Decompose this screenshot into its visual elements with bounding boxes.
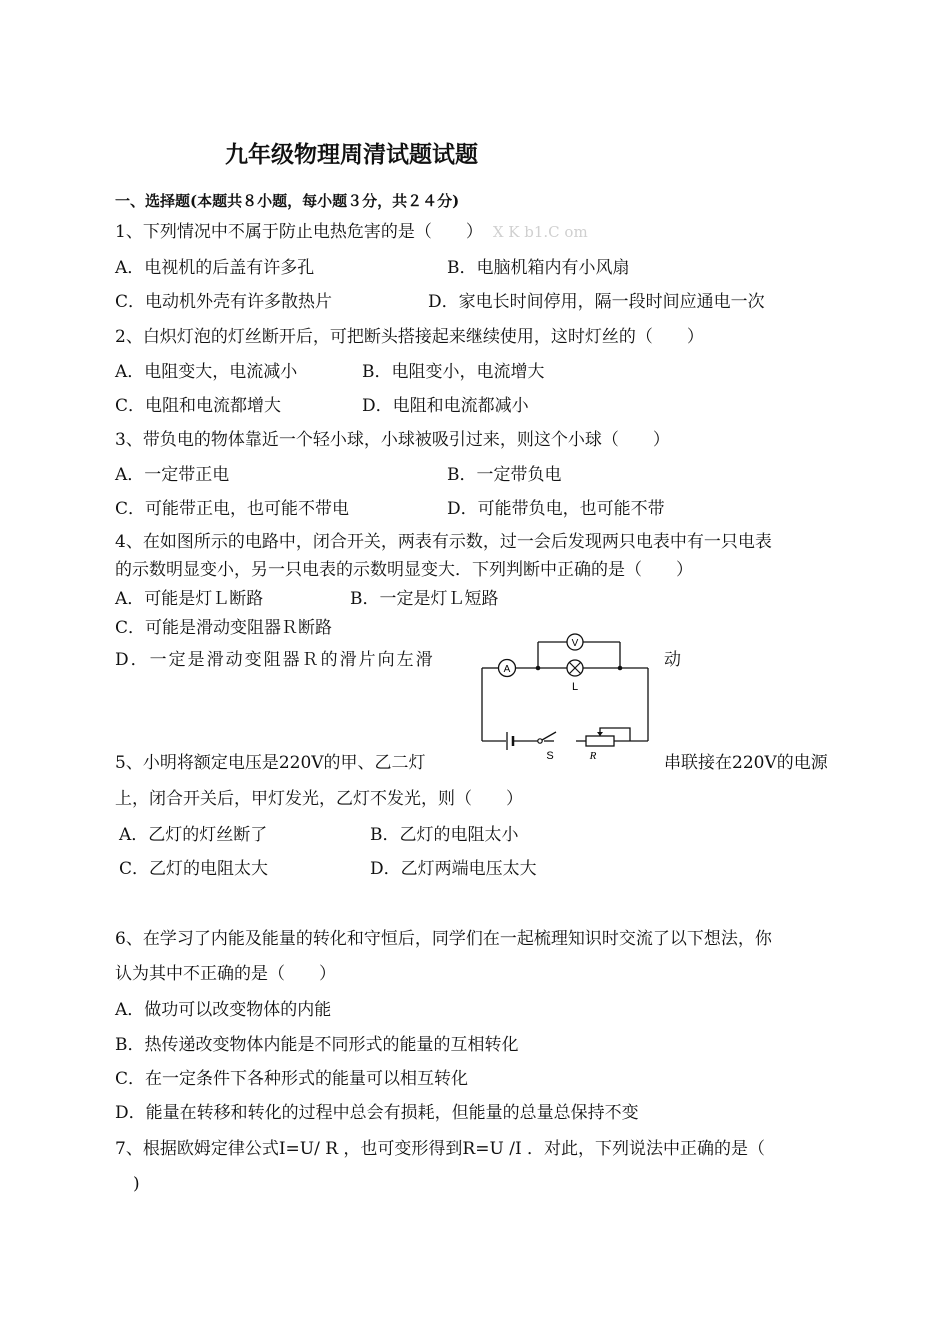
question-5-option-d: D．乙灯两端电压太大 (370, 859, 537, 879)
question-6-option-a: A．做功可以改变物体的内能 (115, 1000, 332, 1020)
page-title: 九年级物理周清试题试题 (225, 141, 478, 168)
question-4-stem-line-2: 的示数明显变小，另一只电表的示数明显变大．下列判断中正确的是（ ） (115, 560, 693, 580)
question-1-option-a: A．电视机的后盖有许多孔 (115, 258, 315, 278)
question-7-stem-end: ) (133, 1174, 140, 1194)
question-5-stem-right: 串联接在220V的电源 (664, 753, 828, 773)
rheostat-icon (586, 732, 614, 746)
question-3-option-c: C．可能带正电，也可能不带电 (115, 499, 350, 519)
question-6-option-c: C．在一定条件下各种形式的能量可以相互转化 (115, 1069, 469, 1089)
question-2-option-b: B．电阻变小，电流增大 (362, 362, 545, 382)
question-6-stem-line-1: 6、在学习了内能及能量的转化和守恒后，同学们在一起梳理知识时交流了以下想法，你 (115, 929, 772, 949)
question-2-option-a: A．电阻变大，电流减小 (115, 362, 298, 382)
question-1-stem: 1、下列情况中不属于防止电热危害的是（ ） X K b1.C om (115, 222, 588, 242)
question-2-option-d: D．电阻和电流都减小 (362, 396, 529, 416)
svg-text:V: V (571, 638, 579, 649)
question-4-stem-line-1: 4、在如图所示的电路中，闭合开关，两表有示数，过一会后发现两只电表中有一只电表 (115, 532, 772, 552)
svg-text:A: A (503, 664, 511, 675)
switch-label: S (546, 750, 554, 762)
question-4-option-b: B．一定是灯Ｌ短路 (350, 589, 499, 609)
question-5-stem-line-2: 上，闭合开关后，甲灯发光，乙灯不发光，则（ ） (115, 789, 523, 809)
question-6-option-b: B．热传递改变物体内能是不同形式的能量的互相转化 (115, 1035, 519, 1055)
question-4-option-c: C．可能是滑动变阻器Ｒ断路 (115, 618, 333, 638)
question-5-option-b: B．乙灯的电阻太小 (370, 825, 519, 845)
battery-icon (507, 732, 513, 750)
question-3-option-d: D．可能带负电，也可能不带 (447, 499, 665, 519)
lamp-icon (567, 660, 583, 676)
lamp-label: L (571, 681, 579, 693)
question-1-option-b: B．电脑机箱内有小风扇 (447, 258, 630, 278)
question-4-option-d: D．一定是滑动变阻器Ｒ的滑片向左滑 (115, 650, 435, 670)
question-4-option-a: A．可能是灯Ｌ断路 (115, 589, 264, 609)
ammeter-icon (499, 660, 516, 677)
question-6-stem-line-2: 认为其中不正确的是（ ） (115, 964, 336, 984)
rheostat-label: R (589, 750, 597, 762)
question-1-option-d: D．家电长时间停用，隔一段时间应通电一次 (428, 292, 765, 312)
question-4-option-d-end: 动 (664, 650, 681, 670)
watermark: X K b1.C om (492, 223, 588, 241)
junction-dot (618, 666, 623, 671)
section-heading: 一、选择题(本题共８小题，每小题３分，共２４分) (115, 192, 460, 210)
question-2-option-c: C．电阻和电流都增大 (115, 396, 282, 416)
question-5-option-c: C．乙灯的电阻太大 (119, 859, 269, 879)
question-3-option-a: A．一定带正电 (115, 465, 230, 485)
question-7-stem: 7、根据欧姆定律公式I=U/ R ，也可变形得到R=U /I ．对此，下列说法中正确的是（ (115, 1139, 766, 1159)
question-3-option-b: B．一定带负电 (447, 465, 562, 485)
question-2-stem: 2、白炽灯泡的灯丝断开后，可把断头搭接起来继续使用，这时灯丝的（ ） (115, 327, 704, 347)
question-6-option-d: D．能量在转移和转化的过程中总会有损耗，但能量的总量总保持不变 (115, 1103, 639, 1123)
question-5-stem-left: 5、小明将额定电压是220V的甲、乙二灯 (115, 753, 426, 773)
question-1-option-c: C．电动机外壳有许多散热片 (115, 292, 333, 312)
question-5-option-a: A．乙灯的灯丝断了 (119, 825, 268, 845)
voltmeter-icon (567, 634, 583, 650)
circuit-diagram (470, 628, 660, 763)
question-3-stem: 3、带负电的物体靠近一个轻小球，小球被吸引过来，则这个小球（ ） (115, 430, 670, 450)
junction-dot (536, 666, 541, 671)
